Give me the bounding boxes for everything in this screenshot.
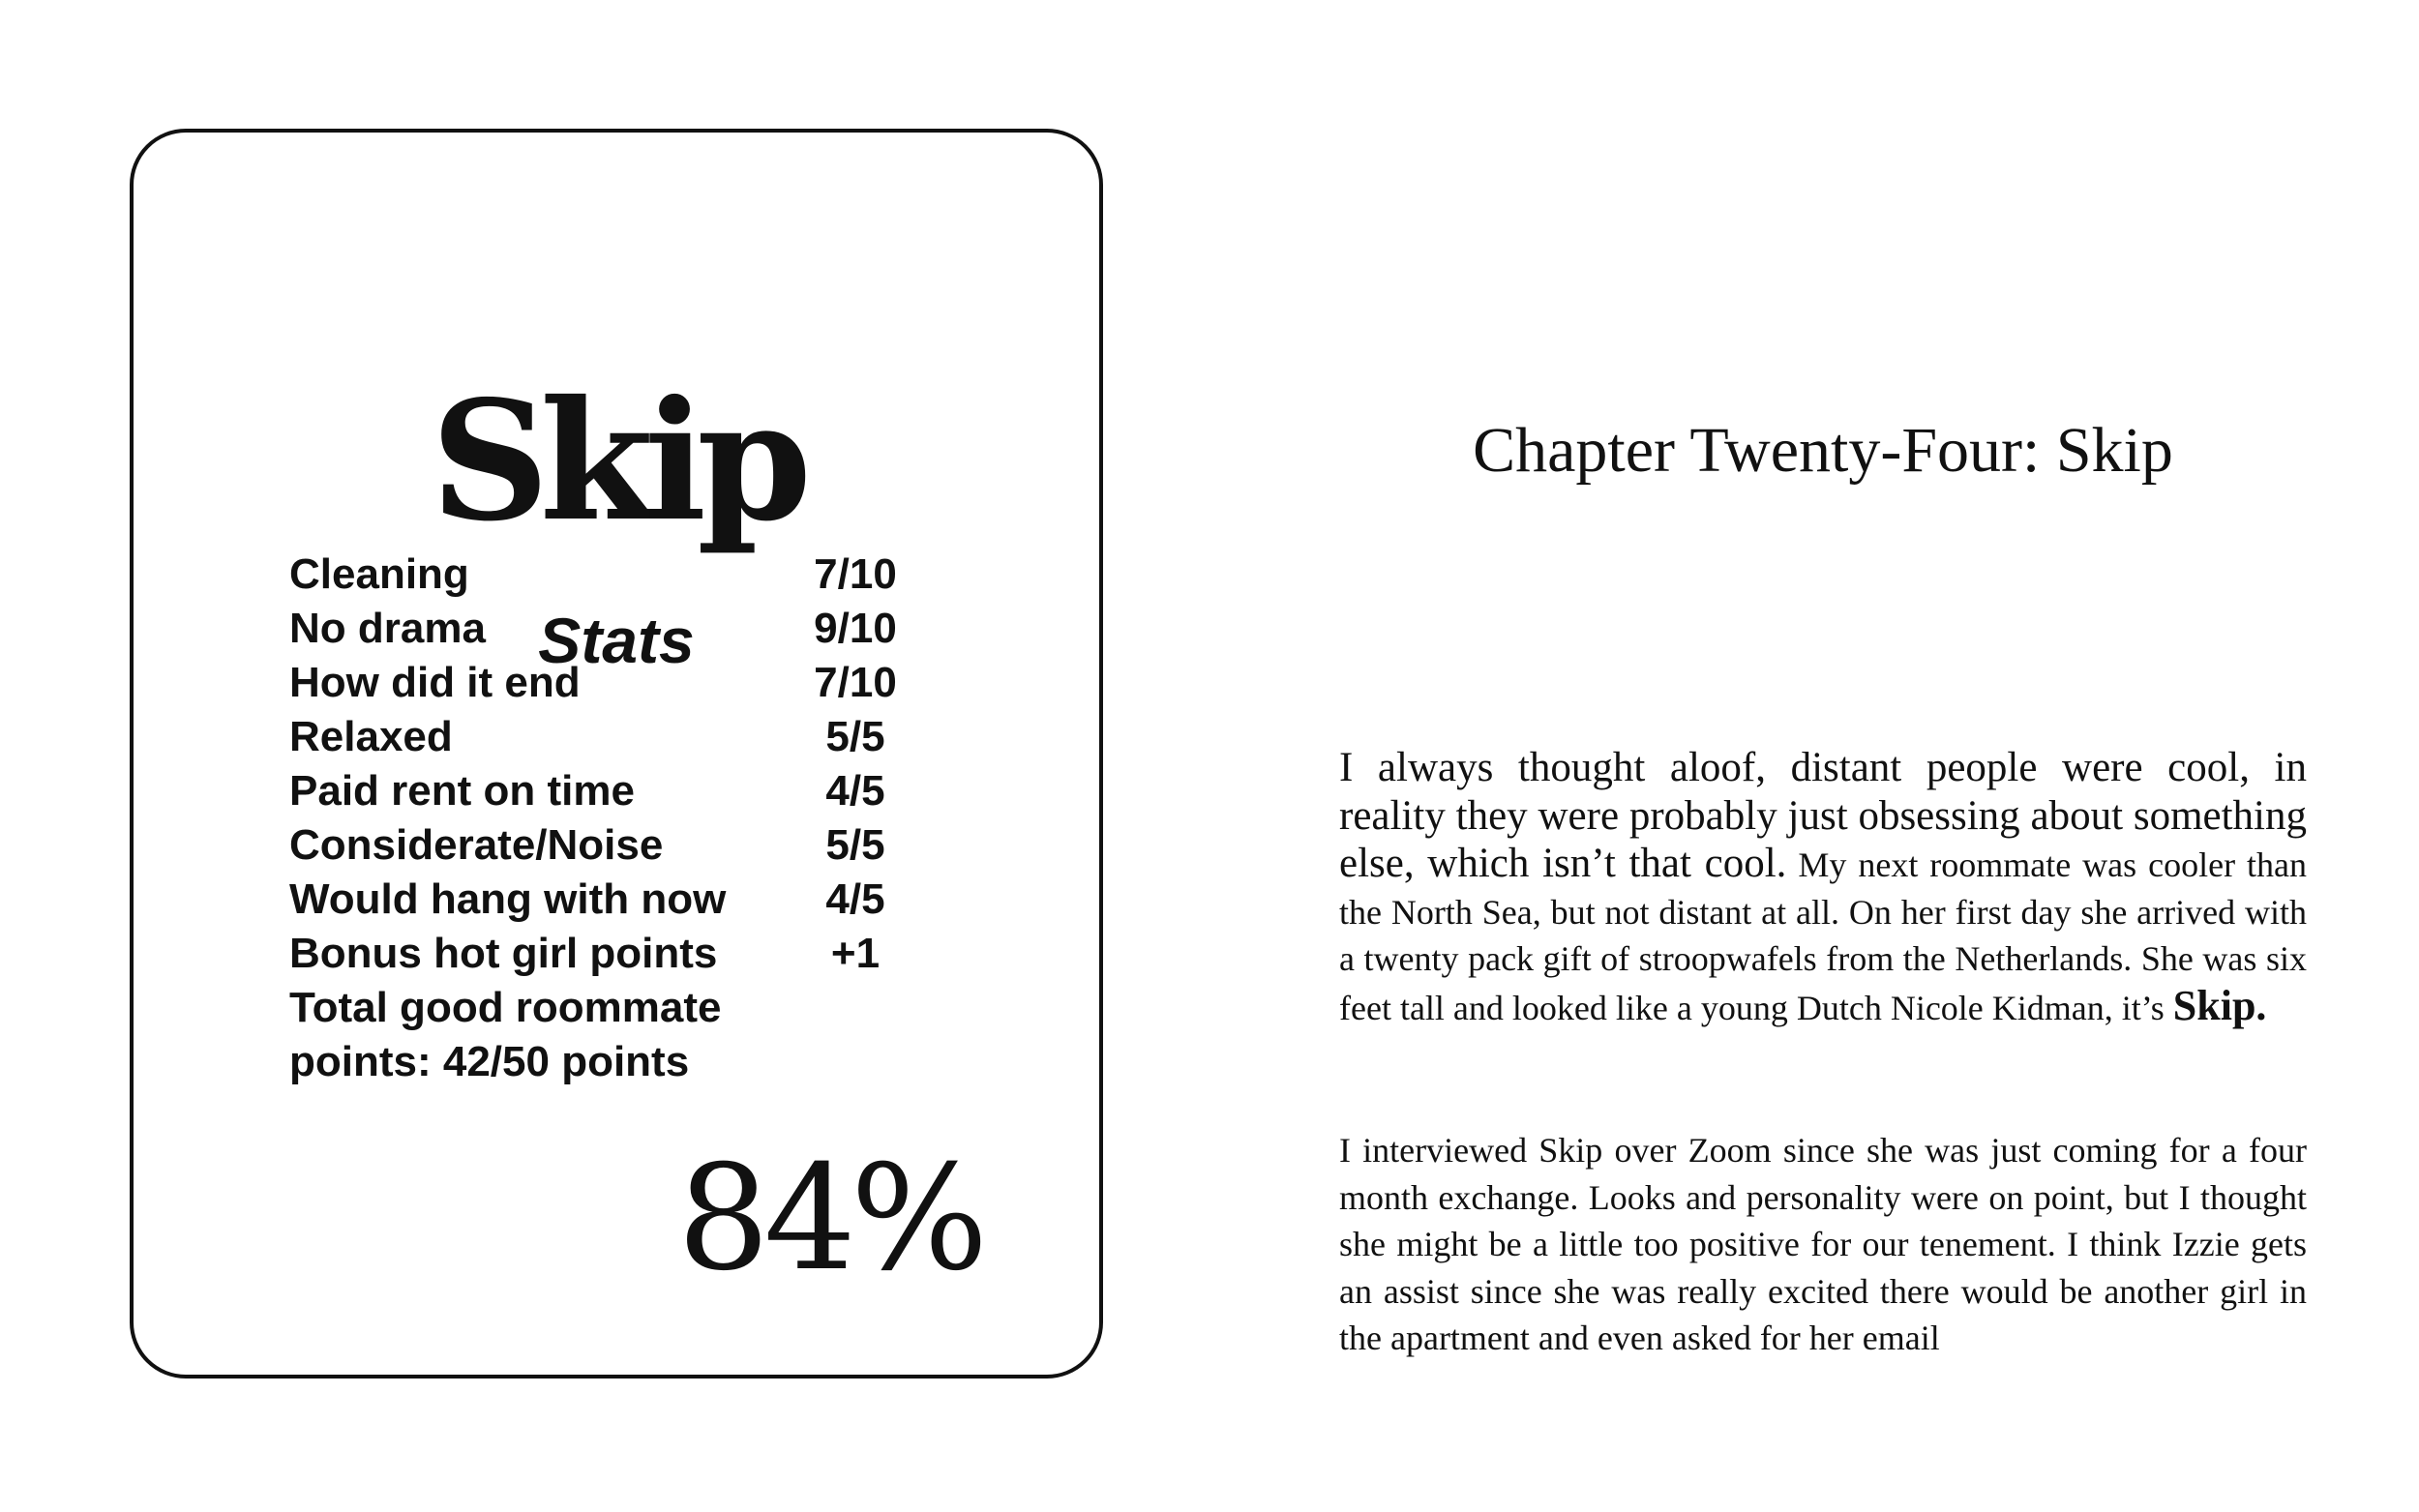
stat-value: 4/5	[825, 875, 885, 923]
body-paragraph-1	[1339, 745, 2307, 1032]
stat-value: 5/5	[825, 713, 885, 760]
stat-label: No drama	[289, 605, 486, 652]
stat-value: 7/10	[814, 550, 897, 598]
body-paragraph-2: I interviewed Skip over Zoom since she was just coming for a four month exchange. Looks and personality were on point, but I thought she might be a little too positive for our tenement. I think Izzie gets an assist since she was really excited there would be another girl in the apartment and even asked for her email	[1339, 1131, 2307, 1358]
paragraph-text: My next roommate was cooler than the North Sea, but not distant at all. On her first day she arrived with a twenty pack gift of stroopwafels from the Netherlands. She was six feet tall and looked like a young Dutch Nicole Kidman, it’s	[1339, 845, 2308, 1027]
stat-label: Bonus hot girl points	[289, 930, 718, 977]
stat-row-how-did-it-end	[289, 656, 967, 710]
stat-value: 9/10	[814, 605, 897, 652]
stat-row-paid-rent	[289, 764, 967, 818]
stat-value: 4/5	[825, 767, 885, 815]
stat-row-considerate	[289, 818, 967, 873]
stat-value: +1	[830, 930, 881, 977]
card-name: Skip	[430, 365, 802, 558]
stat-row-cleaning	[289, 548, 967, 602]
stats-list	[289, 548, 967, 981]
bold-name: Skip.	[2172, 981, 2267, 1029]
stats-heading: Stats	[538, 605, 695, 676]
stat-value: 7/10	[814, 659, 897, 706]
stat-label: Considerate/Noise	[289, 821, 664, 869]
stat-label: Paid rent on time	[289, 767, 635, 815]
stat-label: Cleaning	[289, 550, 469, 598]
stat-row-no-drama	[289, 602, 967, 656]
chapter-title: Chapter Twenty-Four: Skip	[1473, 415, 2173, 486]
stat-row-bonus	[289, 927, 967, 981]
stat-value: 5/5	[825, 821, 885, 869]
total-points: Total good roommate points: 42/50 points	[289, 984, 722, 1085]
score-percent: 84%	[677, 1135, 983, 1303]
stat-label: Would hang with now	[289, 875, 727, 923]
lead-text: I always thought aloof, distant people were cool, in reality they were probably just obsessing about something else, which isn’t that cool.	[1339, 745, 2307, 887]
stat-label: Relaxed	[289, 713, 453, 760]
stat-row-relaxed	[289, 710, 967, 764]
stat-label: How did it end	[289, 659, 581, 706]
stat-row-would-hang	[289, 873, 967, 927]
